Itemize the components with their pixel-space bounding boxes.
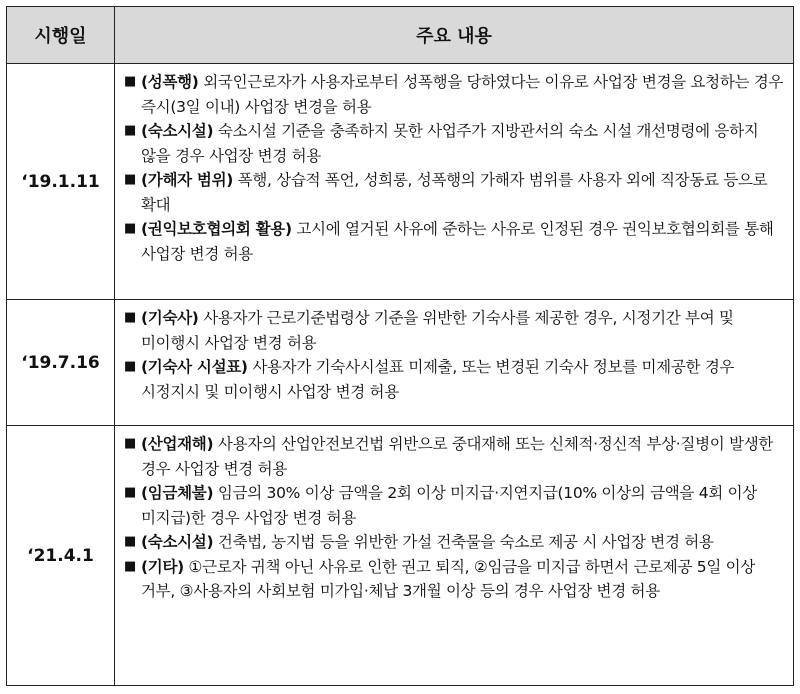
date-cell: ‘21.4.1	[7, 426, 115, 686]
item-text: 외국인근로자가 사용자로부터 성폭행을 당하였다는 이유로 사업장 변경을 요청하는 경우 즉시(3일 이내) 사업장 변경을 허용	[141, 73, 784, 116]
content-cell	[115, 300, 794, 426]
item-text: 폭행, 상습적 폭언, 성희롱, 성폭행의 가해자 범위를 사용자 외에 직장동료 등으로 확대	[141, 171, 768, 214]
item-text: 숙소시설 기준을 충족하지 못한 사업주가 지방관서의 숙소 시설 개선명령에 응하지 않을 경우 사업장 변경 허용	[141, 122, 759, 165]
date-cell: ‘19.1.11	[7, 64, 115, 300]
header-row	[7, 7, 794, 64]
bullet-icon: ■	[124, 359, 136, 374]
item-tag: (기타)	[141, 557, 184, 576]
item-text: 사용자가 근로기준법령상 기준을 위반한 기숙사를 제공한 경우, 시정기간 부여 및 미이행시 사업장 변경 허용	[141, 309, 734, 352]
header-content: 주요 내용	[115, 7, 794, 64]
item-tag: (숙소시설)	[141, 122, 214, 140]
item-tag: (기숙사 시설표)	[141, 358, 248, 376]
content-cell	[115, 64, 794, 300]
item-tag: (권익보호협의회 활용)	[141, 220, 292, 238]
list-item	[123, 217, 787, 266]
list-item	[123, 481, 787, 530]
bullet-icon: ■	[124, 172, 136, 187]
list-item	[123, 530, 787, 555]
bullet-icon: ■	[124, 558, 136, 574]
item-text: 건축법, 농지법 등을 위반한 가설 건축물을 숙소로 제공 시 사업장 변경 허용	[213, 533, 714, 551]
item-text: ①근로자 귀책 아닌 사유로 인한 권고 퇴직, ②임금을 미지급 하면서 근로제공 5일 이상 거부, ③사용자의 사회보험 미가입·체납 3개월 이상 등의 경우 사업장 변경 허용	[141, 557, 755, 600]
item-text: 임금의 30% 이상 금액을 2회 이상 미지급·지연지급(10% 이상의 금액을 4회 이상 미지급)한 경우 사업장 변경 허용	[141, 484, 757, 527]
bullet-icon: ■	[124, 485, 136, 500]
item-tag: (숙소시설)	[141, 533, 214, 551]
item-tag: (산업재해)	[141, 435, 214, 453]
list-item	[123, 70, 787, 119]
table-row	[7, 300, 794, 426]
bullet-icon: ■	[124, 534, 136, 549]
list-item	[123, 555, 787, 604]
bullet-icon: ■	[124, 74, 136, 89]
table-row	[7, 426, 794, 686]
list-item	[123, 168, 787, 217]
content-cell	[115, 426, 794, 686]
bullet-icon: ■	[124, 310, 136, 325]
item-tag: (기숙사)	[141, 309, 199, 327]
table-row	[7, 64, 794, 300]
policy-table	[6, 6, 794, 686]
list-item	[123, 432, 787, 481]
list-item	[123, 306, 787, 355]
item-tag: (성폭행)	[141, 73, 199, 91]
list-item	[123, 355, 787, 404]
date-cell: ‘19.7.16	[7, 300, 115, 426]
bullet-icon: ■	[124, 436, 136, 451]
item-text: 고시에 열거된 사유에 준하는 사유로 인정된 경우 권익보호협의회를 통해 사업장 변경 허용	[141, 220, 774, 263]
header-date: 시행일	[7, 7, 115, 64]
bullet-icon: ■	[124, 123, 136, 138]
item-text: 사용자의 산업안전보건법 위반으로 중대재해 또는 신체적·정신적 부상·질병이 발생한 경우 사업장 변경 허용	[141, 435, 774, 478]
bullet-icon: ■	[124, 221, 136, 236]
item-tag: (임금체불)	[141, 484, 214, 502]
item-text: 사용자가 기숙사시설표 미제출, 또는 변경된 기숙사 정보를 미제공한 경우 시정지시 및 미이행시 사업장 변경 허용	[141, 358, 735, 401]
list-item	[123, 119, 787, 168]
item-tag: (가해자 범위)	[141, 171, 234, 189]
